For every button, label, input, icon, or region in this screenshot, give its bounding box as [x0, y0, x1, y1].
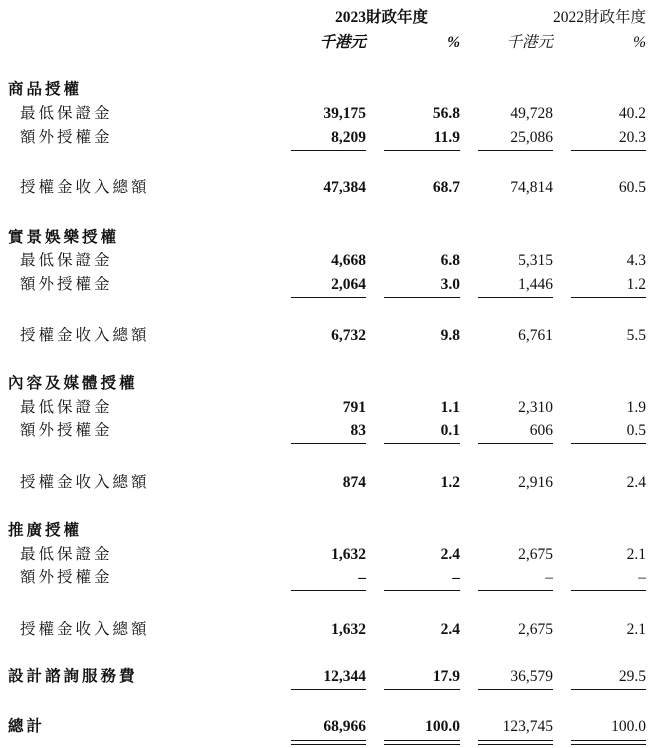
header-unit-2022: 千港元 [506, 34, 553, 51]
subtotal-rule [478, 443, 553, 444]
total-pct-2022: 60.5 [618, 179, 646, 196]
pct-2023: 0.1 [440, 422, 460, 439]
total-pct-2022: 5.5 [626, 327, 646, 344]
grand-total-double-rule [571, 740, 646, 745]
design-fee-label: 設計諮詢服務費 [8, 668, 138, 685]
design-fee-pct-2022: 29.5 [618, 668, 646, 685]
value-2022: 606 [529, 422, 553, 439]
pct-2022: 40.2 [618, 105, 646, 122]
total-rule [291, 689, 366, 690]
total-label: 授權金收入總額 [20, 327, 150, 344]
row-label: 最低保證金 [20, 399, 113, 416]
grand-total-double-rule [478, 740, 553, 745]
subtotal-rule [571, 150, 646, 151]
subtotal-rule [291, 297, 366, 298]
row-label: 最低保證金 [20, 546, 113, 563]
row-label: 額外授權金 [20, 129, 113, 146]
pct-2022: 1.9 [626, 399, 646, 416]
pct-2022: 0.5 [626, 422, 646, 439]
subtotal-rule [478, 590, 553, 591]
total-value-2023: 1,632 [331, 621, 366, 638]
total-pct-2023: 68.7 [432, 179, 460, 196]
pct-2022: 4.3 [626, 252, 646, 269]
design-fee-pct-2023: 17.9 [432, 668, 460, 685]
total-rule [478, 689, 553, 690]
pct-2023: – [452, 569, 460, 586]
grand-total-double-rule [384, 740, 460, 745]
value-2023: – [358, 569, 366, 586]
subtotal-rule [384, 443, 460, 444]
design-fee-value-2023: 12,344 [323, 668, 366, 685]
header-unit-2023: 千港元 [319, 34, 366, 51]
value-2022: 1,446 [518, 276, 553, 293]
subtotal-rule [384, 590, 460, 591]
value-2022: 2,675 [518, 546, 553, 563]
pct-2022: 2.1 [626, 546, 646, 563]
total-value-2023: 47,384 [323, 179, 366, 196]
pct-2023: 2.4 [440, 546, 460, 563]
value-2023: 1,632 [331, 546, 366, 563]
subtotal-rule [571, 590, 646, 591]
value-2022: 5,315 [518, 252, 553, 269]
total-value-2022: 74,814 [510, 179, 553, 196]
value-2023: 39,175 [323, 105, 366, 122]
total-value-2022: 6,761 [518, 327, 553, 344]
value-2023: 4,668 [331, 252, 366, 269]
design-fee-value-2022: 36,579 [510, 668, 553, 685]
subtotal-rule [291, 443, 366, 444]
value-2022: 25,086 [510, 129, 553, 146]
pct-2023: 11.9 [433, 129, 460, 146]
pct-2023: 3.0 [440, 276, 460, 293]
value-2023: 2,064 [331, 276, 366, 293]
row-label: 最低保證金 [20, 252, 113, 269]
pct-2023: 6.8 [440, 252, 460, 269]
row-label: 額外授權金 [20, 276, 113, 293]
row-label: 額外授權金 [20, 422, 113, 439]
total-rule [571, 689, 646, 690]
pct-2023: 56.8 [432, 105, 460, 122]
total-value-2022: 2,675 [518, 621, 553, 638]
section-title: 推廣授權 [8, 522, 83, 539]
total-value-2022: 2,916 [518, 474, 553, 491]
pct-2022: – [638, 569, 646, 586]
header-pct-2023: % [447, 34, 460, 51]
grand-total-label: 總計 [8, 718, 46, 735]
grand-total-pct-2023: 100.0 [425, 718, 460, 735]
pct-2022: 20.3 [618, 129, 646, 146]
section-title: 內容及媒體授權 [8, 375, 138, 392]
total-pct-2022: 2.4 [626, 474, 646, 491]
total-label: 授權金收入總額 [20, 621, 150, 638]
subtotal-rule [291, 150, 366, 151]
value-2022: 2,310 [518, 399, 553, 416]
total-value-2023: 6,732 [331, 327, 366, 344]
total-value-2023: 874 [342, 474, 366, 491]
total-pct-2023: 1.2 [440, 474, 460, 491]
section-title: 實景娛樂授權 [8, 229, 120, 246]
subtotal-rule [571, 443, 646, 444]
grand-total-pct-2022: 100.0 [611, 718, 646, 735]
grand-total-double-rule [291, 740, 366, 745]
row-label: 最低保證金 [20, 105, 113, 122]
total-label: 授權金收入總額 [20, 474, 150, 491]
subtotal-rule [384, 297, 460, 298]
header-fy2022: 2022財政年度 [552, 9, 646, 26]
subtotal-rule [478, 297, 553, 298]
header-fy2023: 2023財政年度 [334, 9, 428, 26]
subtotal-rule [384, 150, 460, 151]
total-rule [384, 689, 460, 690]
value-2022: 49,728 [510, 105, 553, 122]
total-pct-2022: 2.1 [626, 621, 646, 638]
value-2023: 791 [342, 399, 366, 416]
total-pct-2023: 9.8 [440, 327, 460, 344]
grand-total-value-2023: 68,966 [323, 718, 366, 735]
row-label: 額外授權金 [20, 569, 113, 586]
value-2023: 8,209 [331, 129, 366, 146]
pct-2023: 1.1 [440, 399, 460, 416]
grand-total-value-2022: 123,745 [502, 718, 553, 735]
pct-2022: 1.2 [626, 276, 646, 293]
value-2023: 83 [350, 422, 366, 439]
section-title: 商品授權 [8, 81, 83, 98]
total-label: 授權金收入總額 [20, 179, 150, 196]
total-pct-2023: 2.4 [440, 621, 460, 638]
header-pct-2022: % [633, 34, 646, 51]
value-2022: – [545, 569, 553, 586]
subtotal-rule [291, 590, 366, 591]
subtotal-rule [571, 297, 646, 298]
subtotal-rule [478, 150, 553, 151]
